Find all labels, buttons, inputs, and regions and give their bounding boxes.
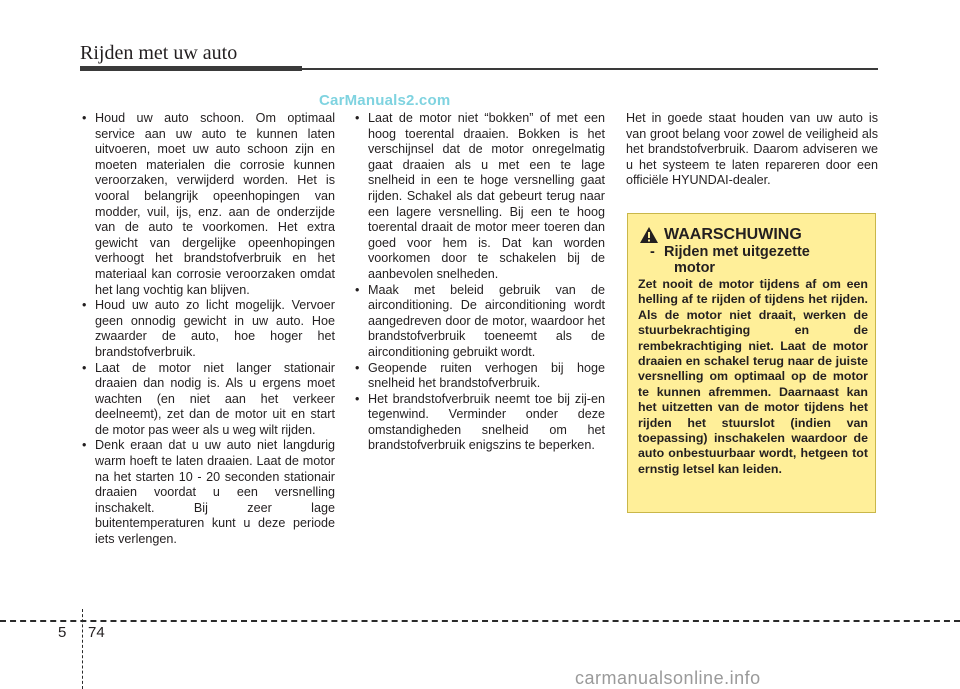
warning-subtitle-dash: -: [650, 244, 655, 260]
text-column-1: [80, 111, 335, 548]
bullet-item: • Laat de motor niet “bokken” of met een hoog toerental draaien. Bokken is het verschijnsel dat de motor onregelmatig gaat draaien als u met een te lage snelheid in een te hoge versnelling gaat rijden. Schakel als dat gebeurt terug naar een lagere versnelling. Bij een te hoog toerental draait de motor meer toeren dan goed voor hem is. Dat kan worden voorkomen door te schakelen bij de aanbevolen snelheden.: [353, 111, 605, 283]
bullet-list: [80, 111, 335, 548]
warning-box: [627, 213, 876, 513]
text-column-2: [353, 111, 605, 454]
bullet-item: • Denk eraan dat u uw auto niet langdurig warm hoeft te laten draaien. Laat de motor na het starten 10 - 20 seconden stationair draaien voordat u een versnelling inschakelt. Bij zeer lage buitentemperaturen kunt u deze periode iets verlengen.: [80, 438, 335, 547]
warning-subtitle: [650, 244, 860, 276]
text-column-3: [626, 111, 878, 189]
bullet-item: • Maak met beleid gebruik van de airconditioning. De airconditioning wordt aangedreven door de motor, waardoor het brandstofverbruik toeneemt als de airconditioning gebruikt wordt.: [353, 283, 605, 361]
page-number: 74: [88, 624, 105, 641]
footer-rule: [0, 620, 960, 622]
bullet-item: • Laat de motor niet langer stationair draaien dan nodig is. Als u ergens moet wachten (en niet aan het verkeer deelneemt), zet dan de motor uit en start de motor pas weer als u weg wilt rijden.: [80, 361, 335, 439]
footer-divider: [82, 609, 83, 689]
bullet-item: • Houd uw auto schoon. Om optimaal service aan uw auto te kunnen laten uitvoeren, moet uw auto schoon zijn en moeten materialen die corrosie kunnen veroorzaken, verwijderd worden. Het is vooral belangrijk opeenhopingen van modder, vuil, ijs, enz. aan de onderzijde van de auto te voorkomen. Het extra gewicht van dergelijke opeenhopingen verhoogt het brandstofverbruik en het materiaal kan corrosie veroorzaken omdat het lang vochtig kan blijven.: [80, 111, 335, 298]
section-number: 5: [58, 624, 67, 641]
bullet-item: • Het brandstofverbruik neemt toe bij zij-en tegenwind. Verminder onder deze omstandigheden snelheid om het brandstofverbruik enigszins te beperken.: [353, 392, 605, 454]
warning-body: Zet nooit de motor tijdens af om een helling af te rijden of tijdens het rijden. Als de motor niet draait, werken de stuurbekrachtiging en de rembekrachtiging niet. Laat de motor draaien en schakel terug naar de juiste versnelling om optimaal op de motor te kunnen afremmen. Daarnaast kan het uitzetten van de motor tijdens het rijden het stuurslot (indien van toepassing) inschakelen waardoor de auto onbestuurbaar wordt, hetgeen tot ernstig letsel kan leiden.: [638, 277, 868, 476]
warning-subtitle-line1: Rijden met uitgezette: [664, 244, 810, 260]
warning-title: WAARSCHUWING: [664, 226, 802, 243]
bullet-item: • Houd uw auto zo licht mogelijk. Vervoer geen onnodig gewicht in uw auto. Hoe zwaarder de auto, hoe hoger het brandstofverbruik.: [80, 298, 335, 360]
bullet-item: • Geopende ruiten verhogen bij hoge snelheid het brandstofverbruik.: [353, 361, 605, 392]
watermark-bottom: carmanualsonline.info: [575, 668, 761, 688]
header-rule-thin: [302, 68, 878, 70]
watermark-top: CarManuals2.com: [319, 92, 451, 109]
bullet-list: [353, 111, 605, 454]
header-rule-thick: [80, 66, 302, 71]
warning-subtitle-line2: motor: [674, 260, 716, 276]
page-header-title: Rijden met uw auto: [80, 42, 238, 64]
warning-triangle-icon: [639, 226, 659, 244]
maintenance-paragraph: Het in goede staat houden van uw auto is van groot belang voor zowel de veiligheid als het brandstofverbruik. Daarom adviseren we u het systeem te laten repareren door een officiële HYUNDAI-dealer.: [626, 111, 878, 188]
